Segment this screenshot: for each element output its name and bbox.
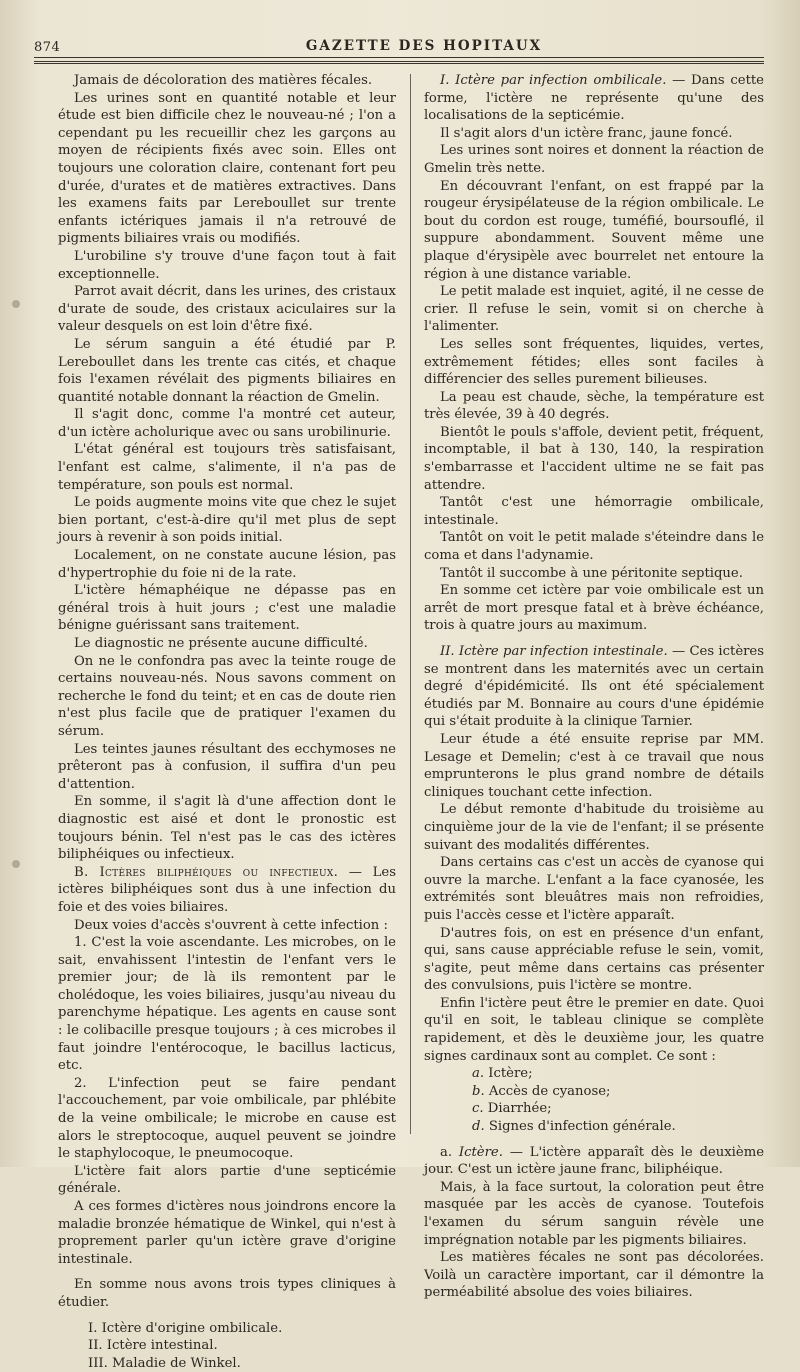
column-divider (410, 74, 411, 1134)
binding-hole (12, 860, 20, 868)
sign-item (424, 1065, 764, 1083)
sign-item (424, 1118, 764, 1136)
paragraph: Le début remonte d'habitude du troisième au cinquième jour de la vie de l'enfant; il se présente suivant des modalités différentes. (424, 802, 764, 853)
paragraph: Le sérum sanguin a été étudié par P. Lereboullet dans les trente cas cités, et chaque fois l'examen révélait des pigments biliaires en quantité notable donnant la réaction de Gmelin. (58, 336, 396, 405)
section-2-paragraph (424, 643, 764, 731)
summary-line: En somme nous avons trois types cliniques à étudier. (58, 1277, 396, 1310)
paragraph: Il s'agit alors d'un ictère franc, jaune foncé. (440, 125, 733, 141)
section-b-heading: B. Ictères biliphéiques ou infectieux. (74, 864, 339, 880)
journal-title: GAZETTE DES HOPITAUX (305, 38, 543, 54)
paragraph: Bientôt le pouls s'affole, devient petit, fréquent, incomptable, il bat à 130, 140, la respiration s'embarrasse et l'accident ultime ne se fait pas attendre. (424, 424, 764, 493)
paragraph: Tantôt on voit le petit malade s'éteindre dans le coma et dans l'adynamie. (424, 530, 764, 564)
paragraph: Leur étude a été ensuite reprise par MM. Lesage et Demelin; c'est à ce travail que nous emprunterons le plus grand nombre de détails cliniques touchant cette infection. (424, 731, 764, 800)
section-1-paragraph (424, 72, 764, 125)
paragraph: Deux voies d'accès s'ouvrent à cette infection : (74, 917, 388, 933)
paragraph: Les matières fécales ne sont pas décolorées. Voilà un caractère important, car il démontre la perméabilité absolue des voies biliaires. (424, 1250, 764, 1301)
paragraph: Le poids augmente moins vite que chez le sujet bien portant, c'est-à-dire qu'il met plus de sept jours à revenir à son poids initial. (58, 495, 396, 546)
paragraph: Les selles sont fréquentes, liquides, vertes, extrêmement fétides; elles sont faciles à différencier des selles purement bilieuses. (424, 336, 764, 388)
icter-letter: a. (440, 1144, 453, 1160)
sign-text: Accès de cyanose; (488, 1083, 611, 1099)
paragraph: La peau est chaude, sèche, la température est très élevée, 39 à 40 degrés. (424, 389, 764, 423)
section-2-text: — Ces ictères se montrent dans les maternités avec un certain degré d'épidémicité. Ils ont été spécialement étudiés par M. Bonnaire au cours d'une épidémie qui s'était produite à la clinique Tarnier. (424, 644, 764, 730)
sign-item (424, 1100, 764, 1118)
icter-paragraph (424, 1144, 764, 1179)
type-item: I. Ictère d'origine ombilicale. (88, 1320, 283, 1336)
sign-item (424, 1083, 764, 1101)
sign-text: Signes d'infection générale. (488, 1119, 676, 1135)
paragraph: L'ictère hémaphéique ne dépasse pas en général trois à huit jours ; c'est une maladie bénigne guérissant sans traitement. (58, 583, 396, 634)
paragraph: On ne le confondra pas avec la teinte rouge de certains nouveau-nés. Nous savons comment on recherche le fond du teint; et en cas de doute rien n'est plus facile que de pratiquer l'examen du sérum. (58, 653, 396, 739)
paragraph: Localement, on ne constate aucune lésion, pas d'hypertrophie du foie ni de la rate. (58, 548, 396, 581)
paragraph: Le diagnostic ne présente aucune difficulté. (74, 636, 368, 651)
paragraph: L'urobiline s'y trouve d'une façon tout à fait exceptionnelle. (58, 248, 396, 282)
type-item: III. Maladie de Winkel. (88, 1355, 241, 1371)
paragraph: Les urines sont en quantité notable et leur étude est bien difficile chez le nouveau-né ; l'on a cependant pu les recueillir chez les garçons au moyen de récipients fixés avec soin. Elles ont toujours une coloration claire, contenant fort peu d'urée, d'urates et de matières extractives. Dans les examens faits par Lereboullet sur trente enfants ictériques jamais il n'a retrouvé de pigments biliaires vrais ou modifiés. (58, 90, 396, 247)
right-column (424, 72, 764, 1302)
paragraph: D'autres fois, on est en présence d'un enfant, qui, sans cause appréciable refuse le sein, vomit, s'agite, peut même dans certains cas présenter des convulsions, puis l'ictère se montre. (424, 925, 764, 994)
type-item: II. Ictère intestinal. (88, 1338, 218, 1354)
paragraph: Mais, à la face surtout, la coloration peut être masquée par les accès de cyanose. Toutefois l'examen du sérum sanguin révèle une imprégnation notable par les pigments biliaires. (424, 1179, 764, 1248)
sign-letter: a. (472, 1066, 485, 1082)
sign-text: Ictère; (488, 1066, 533, 1082)
section-2-heading: II. Ictère par infection intestinale. (440, 644, 668, 659)
paragraph: Enfin l'ictère peut être le premier en date. Quoi qu'il en soit, le tableau clinique se complète rapidement, et dès le deuxième jour, les quatre signes cardinaux sont au complet. Ce sont : (424, 995, 764, 1064)
sign-letter: d. (472, 1119, 485, 1135)
paragraph: Il s'agit donc, comme l'a montré cet auteur, d'un ictère acholurique avec ou sans urobilinurie. (58, 407, 396, 440)
binding-hole (12, 300, 20, 308)
paragraph: A ces formes d'ictères nous joindrons encore la maladie bronzée hématique de Winkel, qui n'est à proprement parler qu'un ictère grave d'origine intestinale. (58, 1199, 396, 1267)
header-double-rule (34, 61, 764, 64)
section-b-text: — Les ictères biliphéiques sont dus à une infection du foie et des voies biliaires. (58, 864, 396, 915)
paragraph: 1. C'est la voie ascendante. Les microbes, on le sait, envahissent l'intestin de l'enfant vers le premier jour; de là ils remontent par le cholédoque, les voies biliaires, jusqu'au niveau du parenchyme hépatique. Les agents en cause sont : le colibacille presque toujours ; à ces microbes il faut joindre l'entérocoque, le bacillus lacticus, etc. (58, 935, 396, 1074)
paragraph: En somme, il s'agit là d'une affection dont le diagnostic est aisé et dont le pronostic est toujours bénin. Tel n'est pas le cas des ictères biliphéiques ou infectieux. (58, 794, 396, 863)
left-column (58, 72, 396, 1372)
paragraph: Les teintes jaunes résultant des ecchymoses ne prêteront pas à confusion, il suffira d'un peu d'attention. (58, 741, 396, 792)
paragraph: Tantôt il succombe à une péritonite septique. (440, 565, 743, 581)
page-header (34, 30, 764, 60)
paragraph: Tantôt c'est une hémorragie ombilicale, intestinale. (424, 495, 764, 528)
paragraph: Le petit malade est inquiet, agité, il ne cesse de crier. Il refuse le sein, vomit si on cherche à l'alimenter. (424, 284, 764, 335)
paragraph: En somme cet ictère par voie ombilicale est un arrêt de mort presque fatal et à brève échéance, trois à quatre jours au maximum. (424, 583, 764, 634)
page-number: 874 (34, 40, 61, 55)
icter-text: — L'ictère apparaît dès le deuxième jour. C'est un ictère jaune franc, biliphéique. (424, 1144, 764, 1178)
paragraph: Jamais de décoloration des matières fécales. (74, 73, 373, 88)
paragraph: Dans certains cas c'est un accès de cyanose qui ouvre la marche. L'enfant a la face cyanosée, les extrémités sont bleuâtres mais non refroidies, puis l'accès cesse et l'ictère apparaît. (424, 855, 764, 923)
section-1-heading: I. Ictère par infection ombilicale. (440, 73, 667, 88)
paragraph: L'ictère fait alors partie d'une septicémie générale. (58, 1163, 396, 1197)
paragraph: Parrot avait décrit, dans les urines, des cristaux d'urate de soude, des cristaux aciculaires sur la valeur desquels on est loin d'être fixé. (58, 284, 396, 335)
sign-text: Diarrhée; (487, 1101, 552, 1117)
paragraph: Les urines sont noires et donnent la réaction de Gmelin très nette. (424, 143, 764, 176)
sign-letter: c. (472, 1101, 484, 1117)
paragraph: 2. L'infection peut se faire pendant l'accouchement, par voie ombilicale, par phlébite de la veine ombilicale; le microbe en cause est alors le streptocoque, auquel peuvent se joindre le staphylocoque, le pneumocoque. (58, 1075, 396, 1162)
paragraph: En découvrant l'enfant, on est frappé par la rougeur érysipélateuse de la région ombilicale. Le bout du cordon est rouge, tuméfié, boursouflé, il suppure abondamment. Souvent même une plaque d'érysipèle avec bourrelet net entoure la région à une distance variable. (424, 178, 764, 282)
header-rule (34, 57, 764, 58)
section-b-paragraph (58, 864, 396, 917)
sign-letter: b. (472, 1083, 485, 1099)
paragraph: L'état général est toujours très satisfaisant, l'enfant est calme, s'alimente, il n'a pas de température, son pouls est normal. (58, 442, 396, 493)
icter-heading: Ictère. (458, 1144, 503, 1160)
section-1-text: — Dans cette forme, l'ictère ne représente qu'une des localisations de la septicémie. (424, 73, 764, 124)
